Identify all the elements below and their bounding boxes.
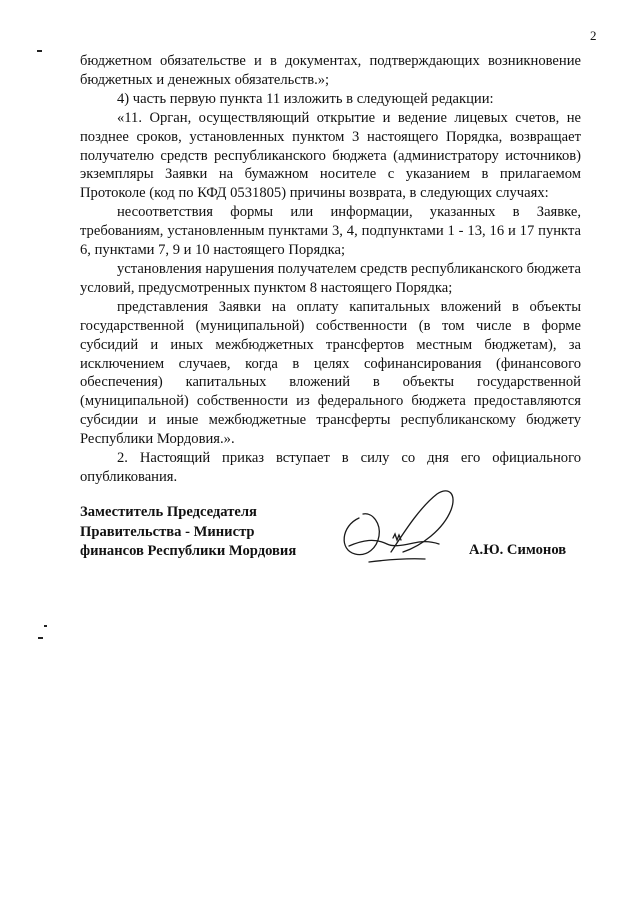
margin-mark: [44, 625, 47, 627]
page-number: 2: [590, 28, 597, 43]
paragraph: бюджетном обязательстве и в документах, подтверждающих возникновение бюджетных и денежных обязательств.»;: [80, 53, 581, 88]
body-text: [80, 52, 581, 487]
paragraph: «11. Орган, осуществляющий открытие и ведение лицевых счетов, не позднее сроков, установленных пунктом 3 настоящего Порядка, возвращает получателю средств республиканского бюджета (администратору источников) экземпляры Заявки на бумажном носителе с указанием в прилагаемом Протоколе (код по КФД 0531805) причины возврата, в следующих случаях:: [80, 109, 581, 202]
position-line: финансов Республики Мордовия: [80, 543, 297, 559]
paragraph: несоответствия формы или информации, указанных в Заявке, требованиям, установленным пунктами 3, 4, подпунктами 1 - 13, 16 и 17 пункта 6, пунктами 7, 9 и 10 настоящего Порядка;: [80, 204, 581, 259]
signatory-name: А.Ю. Симонов: [469, 542, 567, 558]
paragraph: представления Заявки на оплату капитальных вложений в объекты государственной (муниципальной) собственности (в том числе в форме субсидий и иных межбюджетных трансфертов местным бюджетам), за исключением случаев, когда в целях софинансирования (финансового обеспечения) капитальных вложений в объекты государственной (муниципальной) собственности из федерального бюджета предоставляются субсидии и иные межбюджетные трансферты республиканскому бюджету Республики Мордовия.».: [80, 298, 581, 448]
margin-mark: [38, 637, 43, 639]
position-line: Правительства - Министр: [80, 523, 255, 540]
position-line: Заместитель Председателя: [80, 504, 257, 520]
margin-mark: [37, 50, 42, 52]
paragraph: установления нарушения получателем средств республиканского бюджета условий, предусмотренных пунктом 8 настоящего Порядка;: [80, 260, 581, 296]
paragraph: 2. Настоящий приказ вступает в силу со дня его официального опубликования.: [80, 450, 581, 485]
paragraph: 4) часть первую пункта 11 изложить в следующей редакции:: [117, 90, 494, 107]
handwritten-signature: [333, 478, 463, 568]
signatory-position: [80, 503, 296, 562]
